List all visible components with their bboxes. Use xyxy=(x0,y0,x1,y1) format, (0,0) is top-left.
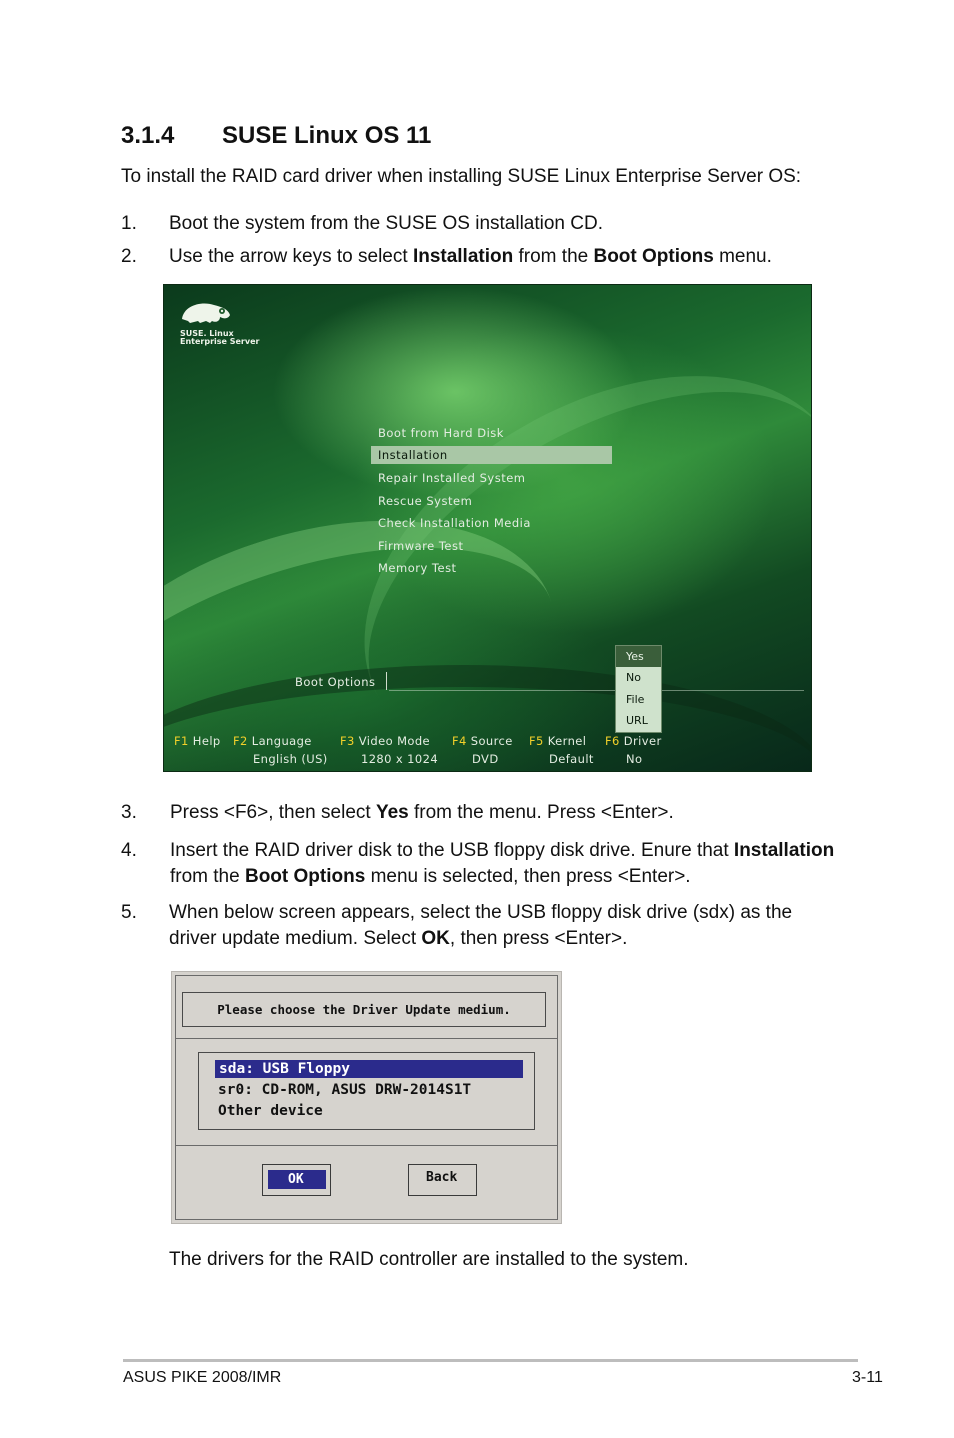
step-text: Boot the system from the SUSE OS installation CD. xyxy=(169,213,604,234)
boot-options-underline xyxy=(389,690,804,691)
fkey-f5-kernel[interactable] xyxy=(529,734,586,748)
ok-button-label: OK xyxy=(268,1170,326,1189)
driver-update-dialog xyxy=(171,971,562,1224)
suse-boot-screen xyxy=(163,284,812,772)
ok-button[interactable] xyxy=(262,1164,331,1196)
menu-item-installation[interactable]: Installation xyxy=(378,448,448,462)
intro-paragraph xyxy=(121,164,801,190)
step-bold: OK xyxy=(421,928,450,949)
fkey-value-language: English (US) xyxy=(253,752,328,766)
fkey-key: F4 xyxy=(452,734,467,748)
step-text: Press <F6>, then select xyxy=(170,802,376,823)
step-5-text-line2 xyxy=(169,926,627,952)
fkey-f4-source[interactable] xyxy=(452,734,513,748)
step-text: , then press <Enter>. xyxy=(449,928,628,949)
driver-popup-menu xyxy=(615,645,662,733)
fkey-key: F6 xyxy=(605,734,620,748)
fkey-value-kernel: Default xyxy=(549,752,594,766)
step-text: driver update medium. Select xyxy=(169,928,422,949)
step-5-text-line1 xyxy=(169,900,792,926)
intro-os-name: SUSE Linux Enterprise Server OS: xyxy=(507,166,802,187)
fkey-label: Driver xyxy=(623,734,662,748)
step-text: Insert the RAID driver disk to the USB floppy disk drive. Enure that xyxy=(170,840,734,861)
popup-item-no[interactable]: No xyxy=(626,671,641,684)
section-title: SUSE Linux OS 11 xyxy=(222,122,432,149)
menu-item-firmware-test[interactable]: Firmware Test xyxy=(378,539,464,553)
step-bold: Yes xyxy=(375,802,409,823)
fkey-key: F1 xyxy=(174,734,189,748)
dialog-title: Please choose the Driver Update medium. xyxy=(182,992,546,1027)
step-3-number: 3. xyxy=(121,802,137,823)
list-item-cd-rom[interactable]: sr0: CD-ROM, ASUS DRW-2014S1T xyxy=(218,1082,472,1098)
list-item-usb-floppy[interactable]: sda: USB Floppy xyxy=(215,1060,523,1078)
intro-text: To install the RAID card driver when installing xyxy=(121,166,508,187)
dialog-divider xyxy=(175,1145,558,1146)
fkey-value-driver: No xyxy=(626,752,643,766)
dialog-divider xyxy=(175,1038,558,1039)
driver-medium-list[interactable] xyxy=(198,1052,535,1130)
list-item-other-device[interactable]: Other device xyxy=(218,1103,323,1119)
step-bold: Installation xyxy=(412,246,514,267)
step-1-text xyxy=(169,211,603,237)
step-bold: Installation xyxy=(733,840,835,861)
menu-item-repair-installed-system[interactable]: Repair Installed System xyxy=(378,471,526,485)
logo-text-line1: SUSE. Linux xyxy=(180,329,234,338)
step-4-text-line1 xyxy=(170,838,834,864)
step-text: from the xyxy=(513,246,594,267)
menu-item-check-installation-media[interactable]: Check Installation Media xyxy=(378,516,531,530)
fkey-label: Help xyxy=(192,734,221,748)
fkey-f2-language[interactable] xyxy=(233,734,312,748)
fkey-f6-driver[interactable] xyxy=(605,734,662,748)
popup-item-url[interactable]: URL xyxy=(626,714,648,727)
logo-text-line2: Enterprise Server xyxy=(180,337,260,346)
fkey-f3-video-mode[interactable] xyxy=(340,734,430,748)
fkey-label: Source xyxy=(470,734,513,748)
step-bold: Boot Options xyxy=(244,866,366,887)
menu-item-boot-hard-disk[interactable]: Boot from Hard Disk xyxy=(378,426,504,440)
step-2-number: 2. xyxy=(121,246,137,267)
step-text: menu is selected, then press <Enter>. xyxy=(365,866,691,887)
footer-page-number: 3-11 xyxy=(852,1369,883,1386)
step-text: Use the arrow keys to select xyxy=(169,246,413,267)
step-4-number: 4. xyxy=(121,840,137,861)
step-text: When below screen appears, select the USB floppy disk drive (sdx) as the xyxy=(169,902,793,923)
section-number: 3.1.4 xyxy=(121,122,175,149)
fkey-key: F2 xyxy=(233,734,248,748)
step-5-number: 5. xyxy=(121,902,137,923)
step-1-number: 1. xyxy=(121,213,137,234)
fkey-label: Video Mode xyxy=(358,734,431,748)
fkey-value-source: DVD xyxy=(472,752,499,766)
boot-options-input[interactable] xyxy=(386,672,387,690)
fkey-f1-help[interactable] xyxy=(174,734,221,748)
step-3-text xyxy=(170,800,674,826)
step-bold: Boot Options xyxy=(593,246,714,267)
footer-product-name: ASUS PIKE 2008/IMR xyxy=(123,1369,282,1386)
popup-item-file[interactable]: File xyxy=(626,693,645,706)
fkey-value-video-mode: 1280 x 1024 xyxy=(361,752,439,766)
popup-item-yes[interactable]: Yes xyxy=(616,646,661,667)
back-button[interactable]: Back xyxy=(408,1164,477,1196)
step-2-text xyxy=(169,244,772,270)
step-text: from the menu. Press <Enter>. xyxy=(408,802,674,823)
step-text: menu. xyxy=(713,246,772,267)
fkey-label: Kernel xyxy=(547,734,587,748)
step-text: from the xyxy=(170,866,245,887)
menu-item-rescue-system[interactable]: Rescue System xyxy=(378,494,473,508)
fkey-key: F5 xyxy=(529,734,544,748)
suse-chameleon-logo-icon xyxy=(180,299,232,325)
fkey-label: Language xyxy=(251,734,312,748)
boot-options-label: Boot Options xyxy=(295,675,376,689)
step-4-text-line2 xyxy=(170,864,691,890)
footer-rule xyxy=(123,1359,858,1362)
menu-item-memory-test[interactable]: Memory Test xyxy=(378,561,457,575)
fkey-key: F3 xyxy=(340,734,355,748)
closing-paragraph: The drivers for the RAID controller are installed to the system. xyxy=(169,1249,689,1270)
